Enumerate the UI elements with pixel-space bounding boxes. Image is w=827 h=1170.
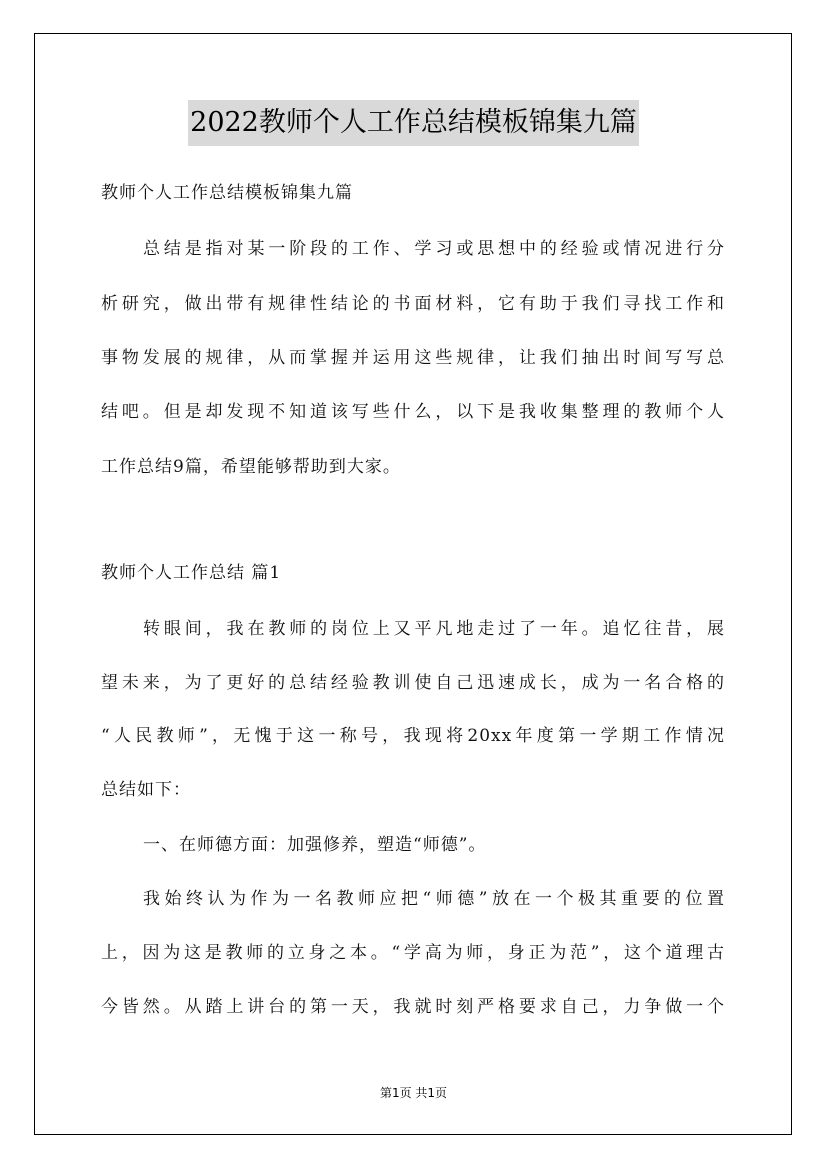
- page-footer: 第1页 共1页: [379, 1086, 448, 1100]
- body-line: 我始终认为作为一名教师应把“师德”放在一个极其重要的位置: [143, 889, 725, 909]
- section-line: “人民教师”，无愧于这一称号，我现将20xx年度第一学期工作情况: [101, 726, 725, 746]
- section-line: 转眼间，我在教师的岗位上又平凡地走过了一年。追忆往昔，展: [143, 619, 725, 639]
- body-line: 今皆然。从踏上讲台的第一天，我就时刻严格要求自己，力争做一个: [101, 997, 725, 1017]
- subtitle: 教师个人工作总结模板锦集九篇: [101, 183, 353, 203]
- intro-line: 结吧。但是却发现不知道该写些什么，以下是我收集整理的教师个人: [101, 402, 725, 422]
- title-container: [0, 100, 827, 146]
- intro-line: 析研究，做出带有规律性结论的书面材料，它有助于我们寻找工作和: [101, 294, 725, 314]
- intro-line: 工作总结9篇，希望能够帮助到大家。: [101, 457, 401, 477]
- section-line: 总结如下：: [101, 780, 191, 800]
- body-line: 上，因为这是教师的立身之本。“学高为师，身正为范”，这个道理古: [101, 943, 725, 963]
- document-title: 2022教师个人工作总结模板锦集九篇: [188, 100, 639, 146]
- intro-line: 总结是指对某一阶段的工作、学习或思想中的经验或情况进行分: [143, 239, 725, 259]
- subheading: 一、在师德方面：加强修养，塑造“师德”。: [143, 835, 487, 855]
- section-line: 望未来，为了更好的总结经验教训使自己迅速成长，成为一名合格的: [101, 673, 725, 693]
- intro-line: 事物发展的规律，从而掌握并运用这些规律，让我们抽出时间写写总: [101, 348, 725, 368]
- section-heading: 教师个人工作总结 篇1: [101, 563, 282, 583]
